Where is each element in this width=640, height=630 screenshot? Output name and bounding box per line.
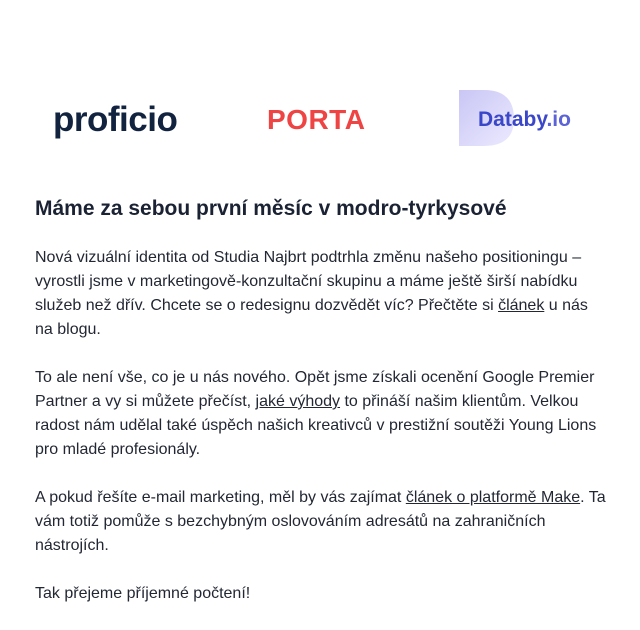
article-headline: Máme za sebou první měsíc v modro-tyrkysové bbox=[35, 197, 507, 220]
porta-logo[interactable]: PORTA bbox=[267, 104, 366, 135]
databy-tld: .io bbox=[546, 108, 571, 131]
proficio-logo[interactable]: proficio bbox=[53, 100, 178, 139]
databy-wordmark bbox=[478, 107, 571, 133]
benefits-link[interactable]: jaké výhody bbox=[255, 393, 341, 410]
paragraph-closing: Tak přejeme příjemné počtení! bbox=[35, 585, 251, 602]
paragraph-news bbox=[35, 366, 610, 462]
paragraph-text: To ale není vše, co je u nás nového. Opět jsme získali ocenění Google Premier Partner a vy si můžete přečíst, bbox=[35, 369, 595, 410]
paragraph-text: Nová vizuální identita od Studia Najbrt podtrhla změnu našeho positioningu – vyrostli jsme v marketingově-konzultační skupinu a máme ještě širší nabídku služeb než dřív. Chcete se o redesignu dozvědět víc? Přečtěte si bbox=[35, 249, 582, 314]
partner-logos bbox=[0, 88, 640, 152]
paragraph-text: to přináší našim klientům. Velkou radost nám udělal také úspěch našich kreativců v prestižní soutěži Young Lions pro mladé profesionály. bbox=[35, 393, 597, 458]
make-article-link[interactable]: článek o platformě Make bbox=[405, 489, 581, 506]
article-body bbox=[35, 194, 610, 630]
paragraph-text: A pokud řešíte e-mail marketing, měl by vás zajímat bbox=[35, 489, 406, 506]
paragraph-text: u nás na blogu. bbox=[35, 297, 588, 338]
paragraph-email-marketing bbox=[35, 486, 610, 558]
paragraph-identity bbox=[35, 246, 610, 342]
databy-logo[interactable] bbox=[456, 88, 596, 148]
databy-name: Databy bbox=[478, 108, 547, 131]
paragraph-text: . Ta vám totiž pomůže s bezchybným oslovováním adresátů na zahraničních nástrojích. bbox=[35, 489, 606, 554]
blog-article-link[interactable]: článek bbox=[498, 297, 545, 314]
